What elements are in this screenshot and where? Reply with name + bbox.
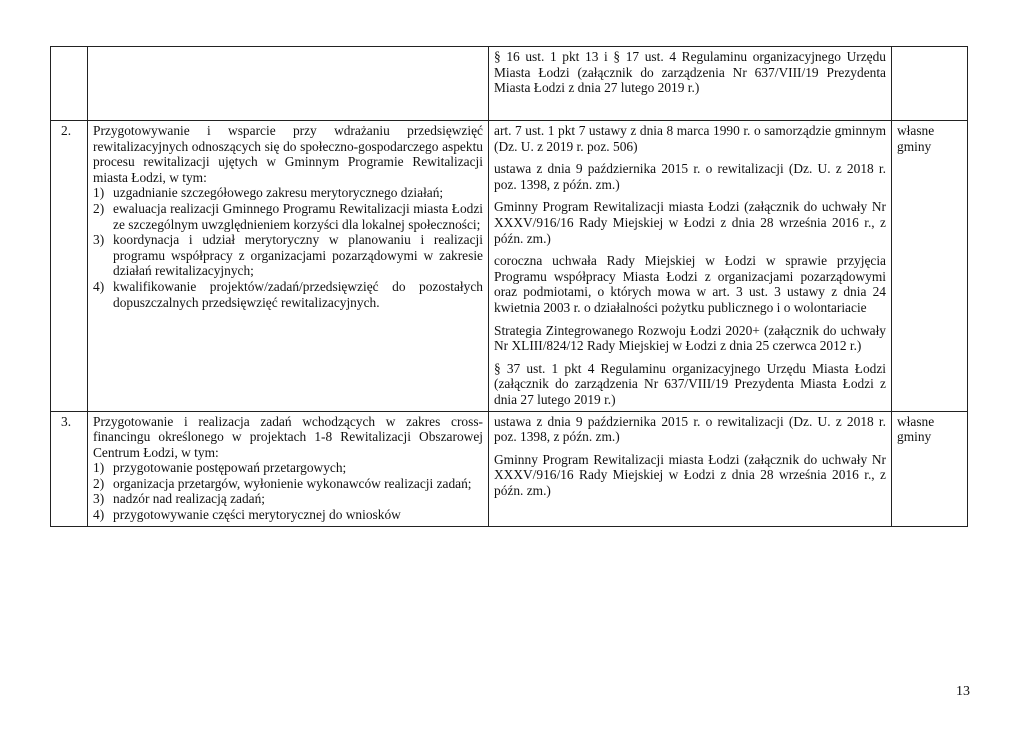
legal-basis-item: Gminny Program Rewitalizacji miasta Łodzi (załącznik do uchwały Nr XXXV/916/16 Rady Miejskiej w Łodzi z dnia 28 września 2016 r., z późn. zm.) — [494, 451, 886, 498]
list-item: 4) kwalifikowanie projektów/zadań/przedsięwzięć do pozostałych dopuszczalnych przedsięwzięć rewitalizacyjnych. — [93, 278, 483, 310]
funding-cell — [892, 47, 968, 121]
legal-basis-item: coroczna uchwała Rady Miejskiej w Łodzi w sprawie przyjęcia Programu współpracy Miasta Łodzi z organizacjami pozarządowymi oraz podmiotami, o których mowa w art. 3 ust. 3 ustawy z dnia 24 kwietnia 2003 r. o działalności pożytku publicznego i o wolontariacie — [494, 253, 886, 315]
list-item: 4) przygotowywanie części merytorycznej do wniosków — [93, 507, 401, 523]
legal-basis-item: Gminny Program Rewitalizacji miasta Łodzi (załącznik do uchwały Nr XXXV/916/16 Rady Miejskiej w Łodzi z dnia 28 września 2016 r., z późn. zm.) — [494, 199, 886, 246]
document-table — [50, 46, 968, 527]
table-row — [51, 411, 968, 526]
row-number — [51, 47, 88, 121]
legal-basis-item: ustawa z dnia 9 października 2015 r. o rewitalizacji (Dz. U. z 2018 r. poz. 1398, z późn. zm.) — [494, 161, 886, 192]
legal-basis-item: § 16 ust. 1 pkt 13 i § 17 ust. 4 Regulaminu organizacyjnego Urzędu Miasta Łodzi (załącznik do zarządzenia Nr 637/VIII/19 Prezydenta Miasta Łodzi z dnia 27 lutego 2019 r.) — [494, 49, 886, 96]
page-number: 13 — [956, 684, 970, 699]
task-intro: Przygotowanie i realizacja zadań wchodzących w zakres cross-financingu określonego w projektach 1-8 Rewitalizacji Obszarowej Centrum Łodzi, w tym: — [93, 413, 483, 460]
task-cell — [88, 47, 489, 121]
row-number: 2. — [51, 121, 88, 412]
table-row — [51, 121, 968, 412]
task-intro: Przygotowywanie i wsparcie przy wdrażaniu przedsięwzięć rewitalizacyjnych odnoszących się do społeczno-gospodarczego aspektu procesu rewitalizacji ujętych w Gminnym Programie Rewitalizacji miasta Łodzi, w tym: — [93, 123, 483, 185]
task-cell — [88, 411, 489, 526]
table-row — [51, 47, 968, 121]
row-number: 3. — [51, 411, 88, 526]
list-item: 3) koordynacja i udział merytoryczny w planowaniu i realizacji programu współpracy z organizacjami pozarządowymi w zakresie działań rewitalizacyjnych; — [93, 232, 483, 279]
legal-basis-item: Strategia Zintegrowanego Rozwoju Łodzi 2020+ (załącznik do uchwały Nr XLIII/824/12 Rady Miejskiej w Łodzi z dnia 25 czerwca 2012 r.) — [494, 322, 886, 354]
funding-cell: własne gminy — [892, 121, 968, 412]
legal-basis-cell — [489, 47, 892, 121]
task-list — [93, 460, 483, 522]
list-item: 3) nadzór nad realizacją zadań; — [93, 491, 266, 507]
legal-basis-item: ustawa z dnia 9 października 2015 r. o rewitalizacji (Dz. U. z 2018 r. poz. 1398, z późn. zm.) — [494, 413, 886, 445]
funding-cell: własne gminy — [892, 411, 968, 526]
task-cell — [88, 121, 489, 412]
legal-basis-cell — [489, 121, 892, 412]
legal-basis-item: § 37 ust. 1 pkt 4 Regulaminu organizacyjnego Urzędu Miasta Łodzi (załącznik do zarządzenia Nr 637/VIII/19 Prezydenta Miasta Łodzi z dnia 27 lutego 2019 r.) — [494, 360, 886, 407]
list-item: 1) uzgadnianie szczegółowego zakresu merytorycznego działań; — [93, 185, 444, 201]
task-list — [93, 185, 483, 310]
legal-basis-cell — [489, 411, 892, 526]
list-item: 2) organizacja przetargów, wyłonienie wykonawców realizacji zadań; — [93, 475, 472, 491]
legal-basis-item: art. 7 ust. 1 pkt 7 ustawy z dnia 8 marca 1990 r. o samorządzie gminnym (Dz. U. z 2019 r. poz. 506) — [494, 123, 886, 154]
list-item: 2) ewaluacja realizacji Gminnego Programu Rewitalizacji miasta Łodzi ze szczególnym uwzględnieniem korzyści dla lokalnej społeczności; — [93, 200, 483, 232]
list-item: 1) przygotowanie postępowań przetargowych; — [93, 460, 347, 476]
